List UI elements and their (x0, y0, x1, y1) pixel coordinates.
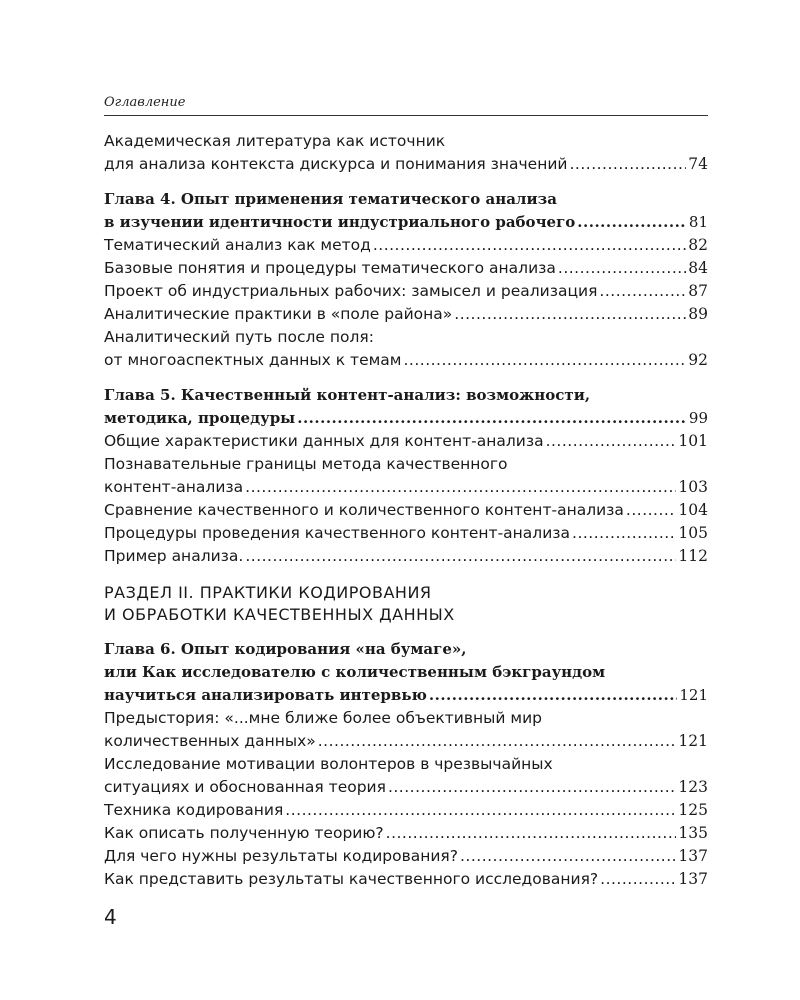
toc-page-number: 105 (678, 524, 708, 542)
toc-page-number: 89 (688, 305, 708, 323)
toc-entry-text: Как описать полученную теорию? (104, 824, 384, 842)
leader-dots (454, 303, 686, 326)
leader-dots (546, 430, 677, 453)
toc-page-number: 74 (688, 155, 708, 173)
toc-entry-text: для анализа контекста дискурса и понимания значений (104, 155, 568, 173)
toc-page-number: 87 (688, 282, 708, 300)
toc-entry[interactable] (104, 326, 708, 372)
toc-chapter[interactable] (104, 188, 708, 234)
toc-page-number: 121 (678, 732, 708, 750)
leader-dots (626, 499, 676, 522)
toc-entry[interactable] (104, 234, 708, 257)
toc-page-number: 112 (678, 547, 708, 565)
toc-entry[interactable] (104, 707, 708, 753)
toc-entry-text: Для чего нужны результаты кодирования? (104, 847, 458, 865)
toc-entry-text: методика, процедуры (104, 409, 296, 427)
toc-chapter[interactable] (104, 384, 708, 430)
toc-page-number: 92 (688, 351, 708, 369)
toc-entry[interactable] (104, 753, 708, 799)
toc-entry[interactable] (104, 822, 708, 845)
section-heading (104, 582, 708, 626)
leader-dots (599, 280, 686, 303)
leader-dots (386, 822, 677, 845)
toc-page-number: 137 (678, 847, 708, 865)
toc-entry-text: в изучении идентичности индустриального рабочего (104, 213, 576, 231)
table-of-contents (104, 130, 708, 891)
toc-entry-text: Как представить результаты качественного исследования? (104, 870, 599, 888)
leader-dots (373, 234, 686, 257)
section-heading-line: И ОБРАБОТКИ КАЧЕСТВЕННЫХ ДАННЫХ (104, 605, 455, 624)
toc-chapter[interactable] (104, 638, 708, 707)
leader-dots (245, 476, 676, 499)
toc-entry[interactable] (104, 845, 708, 868)
toc-entry-text: ситуациях и обоснованная теория (104, 778, 386, 796)
leader-dots (460, 845, 676, 868)
toc-entry-text: Аналитические практики в «поле района» (104, 305, 453, 323)
toc-entry-text: Проект об индустриальных рабочих: замысел и реализация (104, 282, 598, 300)
toc-entry[interactable] (104, 868, 708, 891)
toc-page-number: 104 (678, 501, 708, 519)
toc-entry-text: Предыстория: «...мне ближе более объективный мир (104, 709, 542, 727)
leader-dots (572, 522, 676, 545)
toc-entry-text: контент-анализа (104, 478, 244, 496)
toc-entry-text: научиться анализировать интервью (104, 686, 427, 704)
toc-entry[interactable] (104, 545, 708, 568)
toc-entry[interactable] (104, 522, 708, 545)
toc-page-number: 103 (678, 478, 708, 496)
toc-entry-text: Глава 5. Качественный контент-анализ: возможности, (104, 386, 591, 404)
toc-entry-text: от многоаспектных данных к темам (104, 351, 402, 369)
leader-dots (429, 684, 677, 707)
toc-entry[interactable] (104, 499, 708, 522)
leader-dots (285, 799, 676, 822)
toc-entry-text: Пример анализа. (104, 547, 244, 565)
toc-page-number: 123 (678, 778, 708, 796)
leader-dots (570, 153, 687, 176)
toc-entry-text: Академическая литература как источник (104, 132, 446, 150)
section-heading-line: РАЗДЕЛ II. ПРАКТИКИ КОДИРОВАНИЯ (104, 583, 432, 602)
leader-dots (388, 776, 676, 799)
leader-dots (297, 407, 687, 430)
toc-entry[interactable] (104, 257, 708, 280)
toc-entry-text: Исследование мотивации волонтеров в чрезвычайных (104, 755, 553, 773)
header-rule (104, 115, 708, 116)
toc-entry-text: Техника кодирования (104, 801, 284, 819)
toc-entry-text: Тематический анализ как метод (104, 236, 371, 254)
leader-dots (558, 257, 686, 280)
leader-dots (577, 211, 687, 234)
toc-entry-text: Глава 4. Опыт применения тематического анализа (104, 190, 557, 208)
leader-dots (600, 868, 676, 891)
leader-dots (245, 545, 676, 568)
toc-page-number: 99 (688, 409, 708, 427)
toc-entry-text: Базовые понятия и процедуры тематического анализа (104, 259, 556, 277)
toc-entry-text: Процедуры проведения качественного контент-анализа (104, 524, 571, 542)
leader-dots (404, 349, 687, 372)
toc-entry[interactable] (104, 430, 708, 453)
toc-entry[interactable] (104, 130, 708, 176)
toc-entry-text: или Как исследователю с количественным бэкграундом (104, 663, 606, 681)
running-header: Оглавление (104, 95, 186, 110)
toc-entry[interactable] (104, 453, 708, 499)
toc-entry[interactable] (104, 303, 708, 326)
toc-page-number: 84 (688, 259, 708, 277)
toc-entry-text: Познавательные границы метода качественного (104, 455, 508, 473)
toc-entry-text: количественных данных» (104, 732, 316, 750)
toc-page-number: 81 (688, 213, 708, 231)
toc-entry-text: Аналитический путь после поля: (104, 328, 374, 346)
toc-page-number: 101 (678, 432, 708, 450)
toc-page-number: 121 (679, 686, 708, 704)
toc-page-number: 137 (678, 870, 708, 888)
toc-page-number: 135 (678, 824, 708, 842)
toc-page-number: 82 (688, 236, 708, 254)
page-number: 4 (104, 905, 117, 929)
toc-entry[interactable] (104, 799, 708, 822)
toc-entry-text: Сравнение качественного и количественного контент-анализа (104, 501, 624, 519)
leader-dots (318, 730, 677, 753)
toc-entry[interactable] (104, 280, 708, 303)
toc-entry-text: Глава 6. Опыт кодирования «на бумаге», (104, 640, 467, 658)
toc-entry-text: Общие характеристики данных для контент-анализа (104, 432, 544, 450)
toc-page-number: 125 (678, 801, 708, 819)
